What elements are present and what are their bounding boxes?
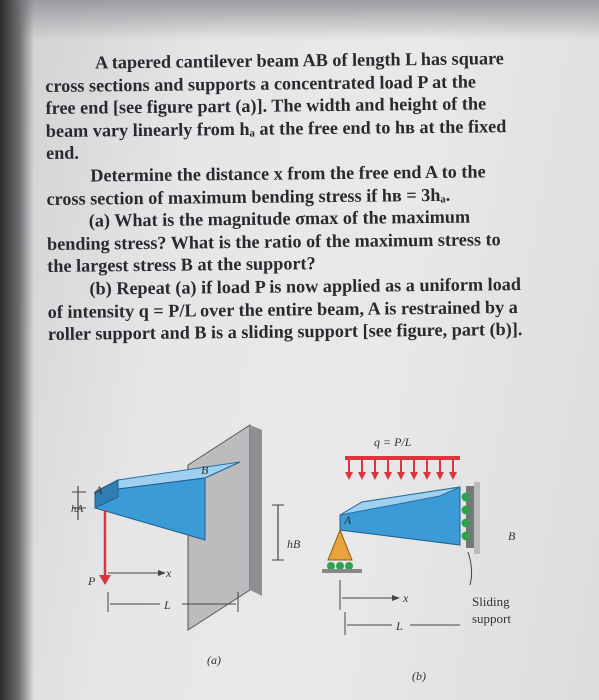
roller — [327, 562, 335, 570]
label-L: L — [164, 598, 171, 612]
problem-line: roller support and B is a sliding support [see figure, part (b)]. — [47, 319, 523, 345]
problem-line: bending stress? What is the ratio of the maximum stress to — [46, 228, 501, 254]
label-load: q = P/L — [374, 435, 412, 449]
problem-line: end. — [45, 143, 80, 164]
problem-line: Determine the distance x from the free end A to the — [90, 161, 486, 186]
slide-roller — [462, 493, 471, 502]
label-A-b: A — [344, 513, 352, 527]
figure-b — [322, 435, 516, 683]
label-P: P — [88, 574, 96, 588]
label-x: x — [166, 566, 172, 580]
caption-b: (b) — [412, 669, 426, 683]
label-x-b: x — [403, 591, 409, 605]
problem-line: (a) What is the magnitude σmax of the maximum — [88, 206, 471, 231]
figure-a — [71, 425, 301, 667]
distributed-load — [345, 456, 460, 480]
label-hA: hA — [71, 503, 84, 515]
support-label: support — [472, 611, 511, 626]
problem-line: beam vary linearly from hₐ at the free end to hʙ at the fixed — [45, 115, 507, 141]
problem-line: of intensity q = P/L over the entire beam, A is restrained by a — [47, 296, 518, 322]
roller-support — [328, 530, 352, 560]
fixed-wall-side — [250, 425, 262, 596]
problem-line: cross sections and supports a concentrated load P at the — [45, 71, 477, 96]
sliding-label: Sliding — [472, 594, 510, 609]
problem-line: the largest stress B at the support? — [47, 253, 316, 277]
label-B: B — [201, 463, 209, 477]
caption-a: (a) — [207, 653, 221, 667]
problem-line: (b) Repeat (a) if load P is now applied as a uniform load — [89, 273, 522, 299]
label-B-b: B — [508, 529, 516, 543]
label-hB: hB — [287, 537, 301, 551]
problem-line: cross section of maximum bending stress if hʙ = 3hₐ. — [46, 184, 451, 209]
problem-line: free end [see figure part (a)]. The width and height of the — [45, 93, 487, 119]
label-A: A — [95, 483, 103, 497]
problem-line: A tapered cantilever beam AB of length L has square — [95, 48, 504, 73]
label-L-b: L — [396, 619, 403, 633]
